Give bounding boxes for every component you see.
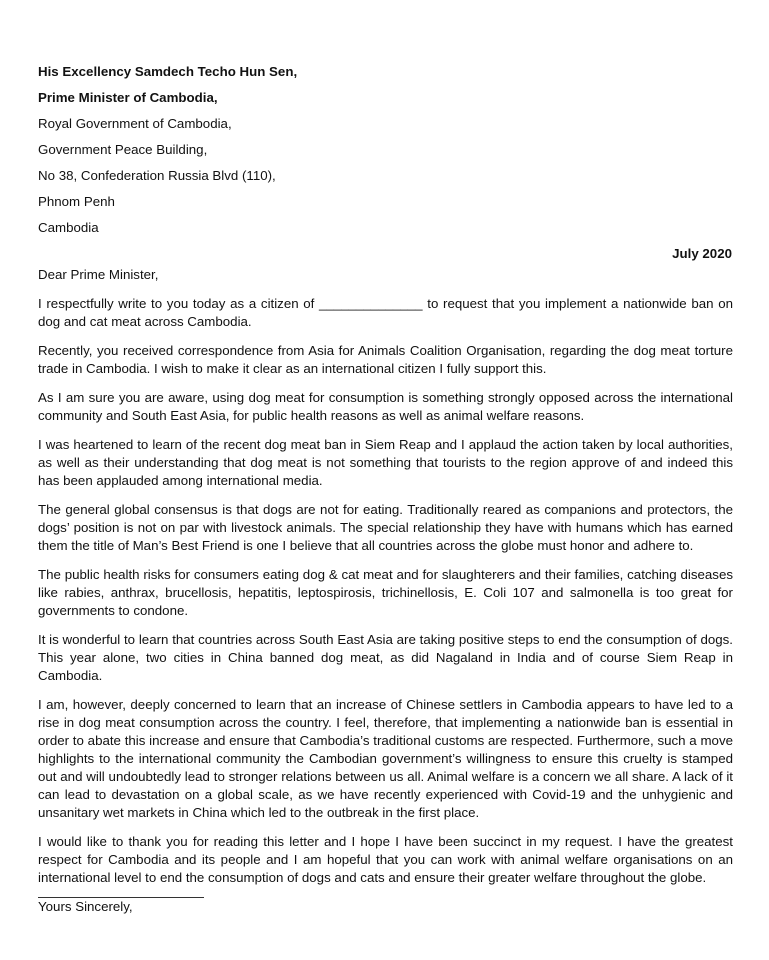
body-paragraph: The general global consensus is that dogs are not for eating. Traditionally reared as companions and protectors, the dogs’ position is not on par with livestock animals. The special relationship they have with humans which has earned them the title of Man’s Best Friend is one I believe that all countries across the globe must honor and adhere to.: [38, 502, 733, 553]
address-line: Government Peace Building,: [38, 142, 208, 157]
body-paragraph: I was heartened to learn of the recent dog meat ban in Siem Reap and I applaud the action taken by local authorities, as well as their understanding that dog meat is not something that tourists to the region approve of and indeed this has been applauded among international media.: [38, 437, 733, 488]
address-line: Cambodia: [38, 220, 99, 235]
body-paragraph: I would like to thank you for reading this letter and I hope I have been succinct in my request. I have the greatest respect for Cambodia and its people and I am hopeful that you can work with animal welfare organisations on an international level to end the consumption of dogs and cats and ensure their greater welfare throughout the globe.: [38, 834, 733, 885]
address-line: Royal Government of Cambodia,: [38, 116, 232, 131]
recipient-title: Prime Minister of Cambodia,: [38, 90, 218, 105]
address-line: No 38, Confederation Russia Blvd (110),: [38, 168, 276, 183]
body-paragraph: Recently, you received correspondence from Asia for Animals Coalition Organisation, regarding the dog meat torture trade in Cambodia. I wish to make it clear as an international citizen I fully support this.: [38, 343, 733, 376]
closing: Yours Sincerely,: [38, 899, 133, 914]
signature-line: [38, 897, 204, 898]
body-paragraph: I respectfully write to you today as a citizen of ______________ to request that you implement a nationwide ban on dog and cat meat across Cambodia.: [38, 296, 733, 329]
body-paragraph: The public health risks for consumers eating dog & cat meat and for slaughterers and their families, catching diseases like rabies, anthrax, brucellosis, hepatitis, leptospirosis, trichinellosis, E. Coli 107 and salmonella is too great for governments to condone.: [38, 567, 733, 618]
body-paragraph: As I am sure you are aware, using dog meat for consumption is something strongly opposed across the international community and South East Asia, for public health reasons as well as animal welfare reasons.: [38, 390, 733, 423]
letter-body: [38, 266, 733, 927]
letter-date: July 2020: [672, 246, 732, 261]
body-paragraph: I am, however, deeply concerned to learn that an increase of Chinese settlers in Cambodia appears to have led to a rise in dog meat consumption across the country. I feel, therefore, that implementing a nationwide ban is essential in order to abate this increase and ensure that Cambodia’s traditional customs are respected. Furthermore, such a move highlights to the international community the Cambodian government’s willingness to ensure this cruelty is stamped out and will undoubtedly lead to stronger relations between us all. Animal welfare is a concern we all share. A lack of it can lead to devastation on a global scale, as we have recently experienced with Covid-19 and the unhygienic and unsanitary wet markets in China which led to the outbreak in the first place.: [38, 697, 733, 820]
body-paragraph: It is wonderful to learn that countries across South East Asia are taking positive steps to end the consumption of dogs. This year alone, two cities in China banned dog meat, as did Nagaland in India and of course Siem Reap in Cambodia.: [38, 632, 733, 683]
address-line: Phnom Penh: [38, 194, 115, 209]
salutation: Dear Prime Minister,: [38, 267, 159, 282]
recipient-name: His Excellency Samdech Techo Hun Sen,: [38, 64, 298, 79]
